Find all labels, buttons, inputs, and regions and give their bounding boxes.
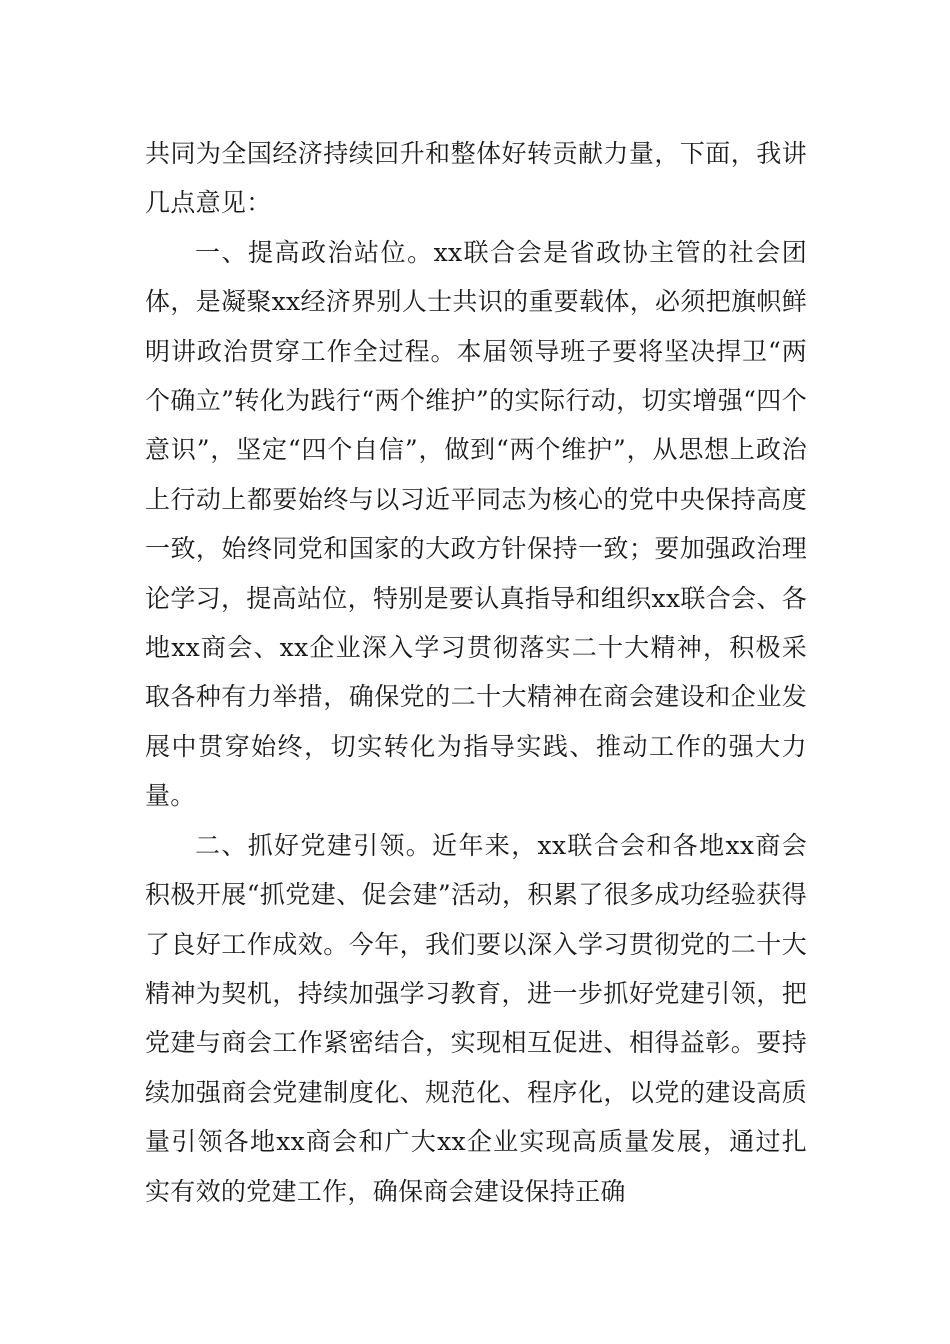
- paragraph-party-building: 二、抓好党建引领。近年来，xx联合会和各地xx商会积极开展“抓党建、促会建”活动，积累了很多成功经验获得了良好工作成效。今年，我们要以深入学习贯彻党的二十大精神为契机，持续加强学习教育，进一步抓好党建引领，把党建与商会工作紧密结合，实现相互促进、相得益彰。要持续加强商会党建制度化、规范化、程序化，以党的建设高质量引领各地xx商会和广大xx企业实现高质量发展，通过扎实有效的党建工作，确保商会建设保持正确: [145, 830, 807, 1206]
- paragraph-political-stance: 一、提高政治站位。xx联合会是省政协主管的社会团体，是凝聚xx经济界别人士共识的重要载体，必须把旗帜鲜明讲政治贯穿工作全过程。本届领导班子要将坚决捍卫“两个确立”转化为践行“两个维护”的实际行动，切实增强“四个意识”，坚定“四个自信”，做到“两个维护”，从思想上政治上行动上都要始终与以习近平同志为核心的党中央保持高度一致，始终同党和国家的大政方针保持一致；要加强政治理论学习，提高站位，特别是要认真指导和组织xx联合会、各地xx商会、xx企业深入学习贯彻落实二十大精神，积极采取各种有力举措，确保党的二十大精神在商会建设和企业发展中贯穿始终，切实转化为指导实践、推动工作的强大力量。: [145, 237, 807, 811]
- document-body: [145, 129, 807, 1216]
- paragraph-opening: 共同为全国经济持续回升和整体好转贡献力量，下面，我讲几点意见：: [145, 139, 807, 218]
